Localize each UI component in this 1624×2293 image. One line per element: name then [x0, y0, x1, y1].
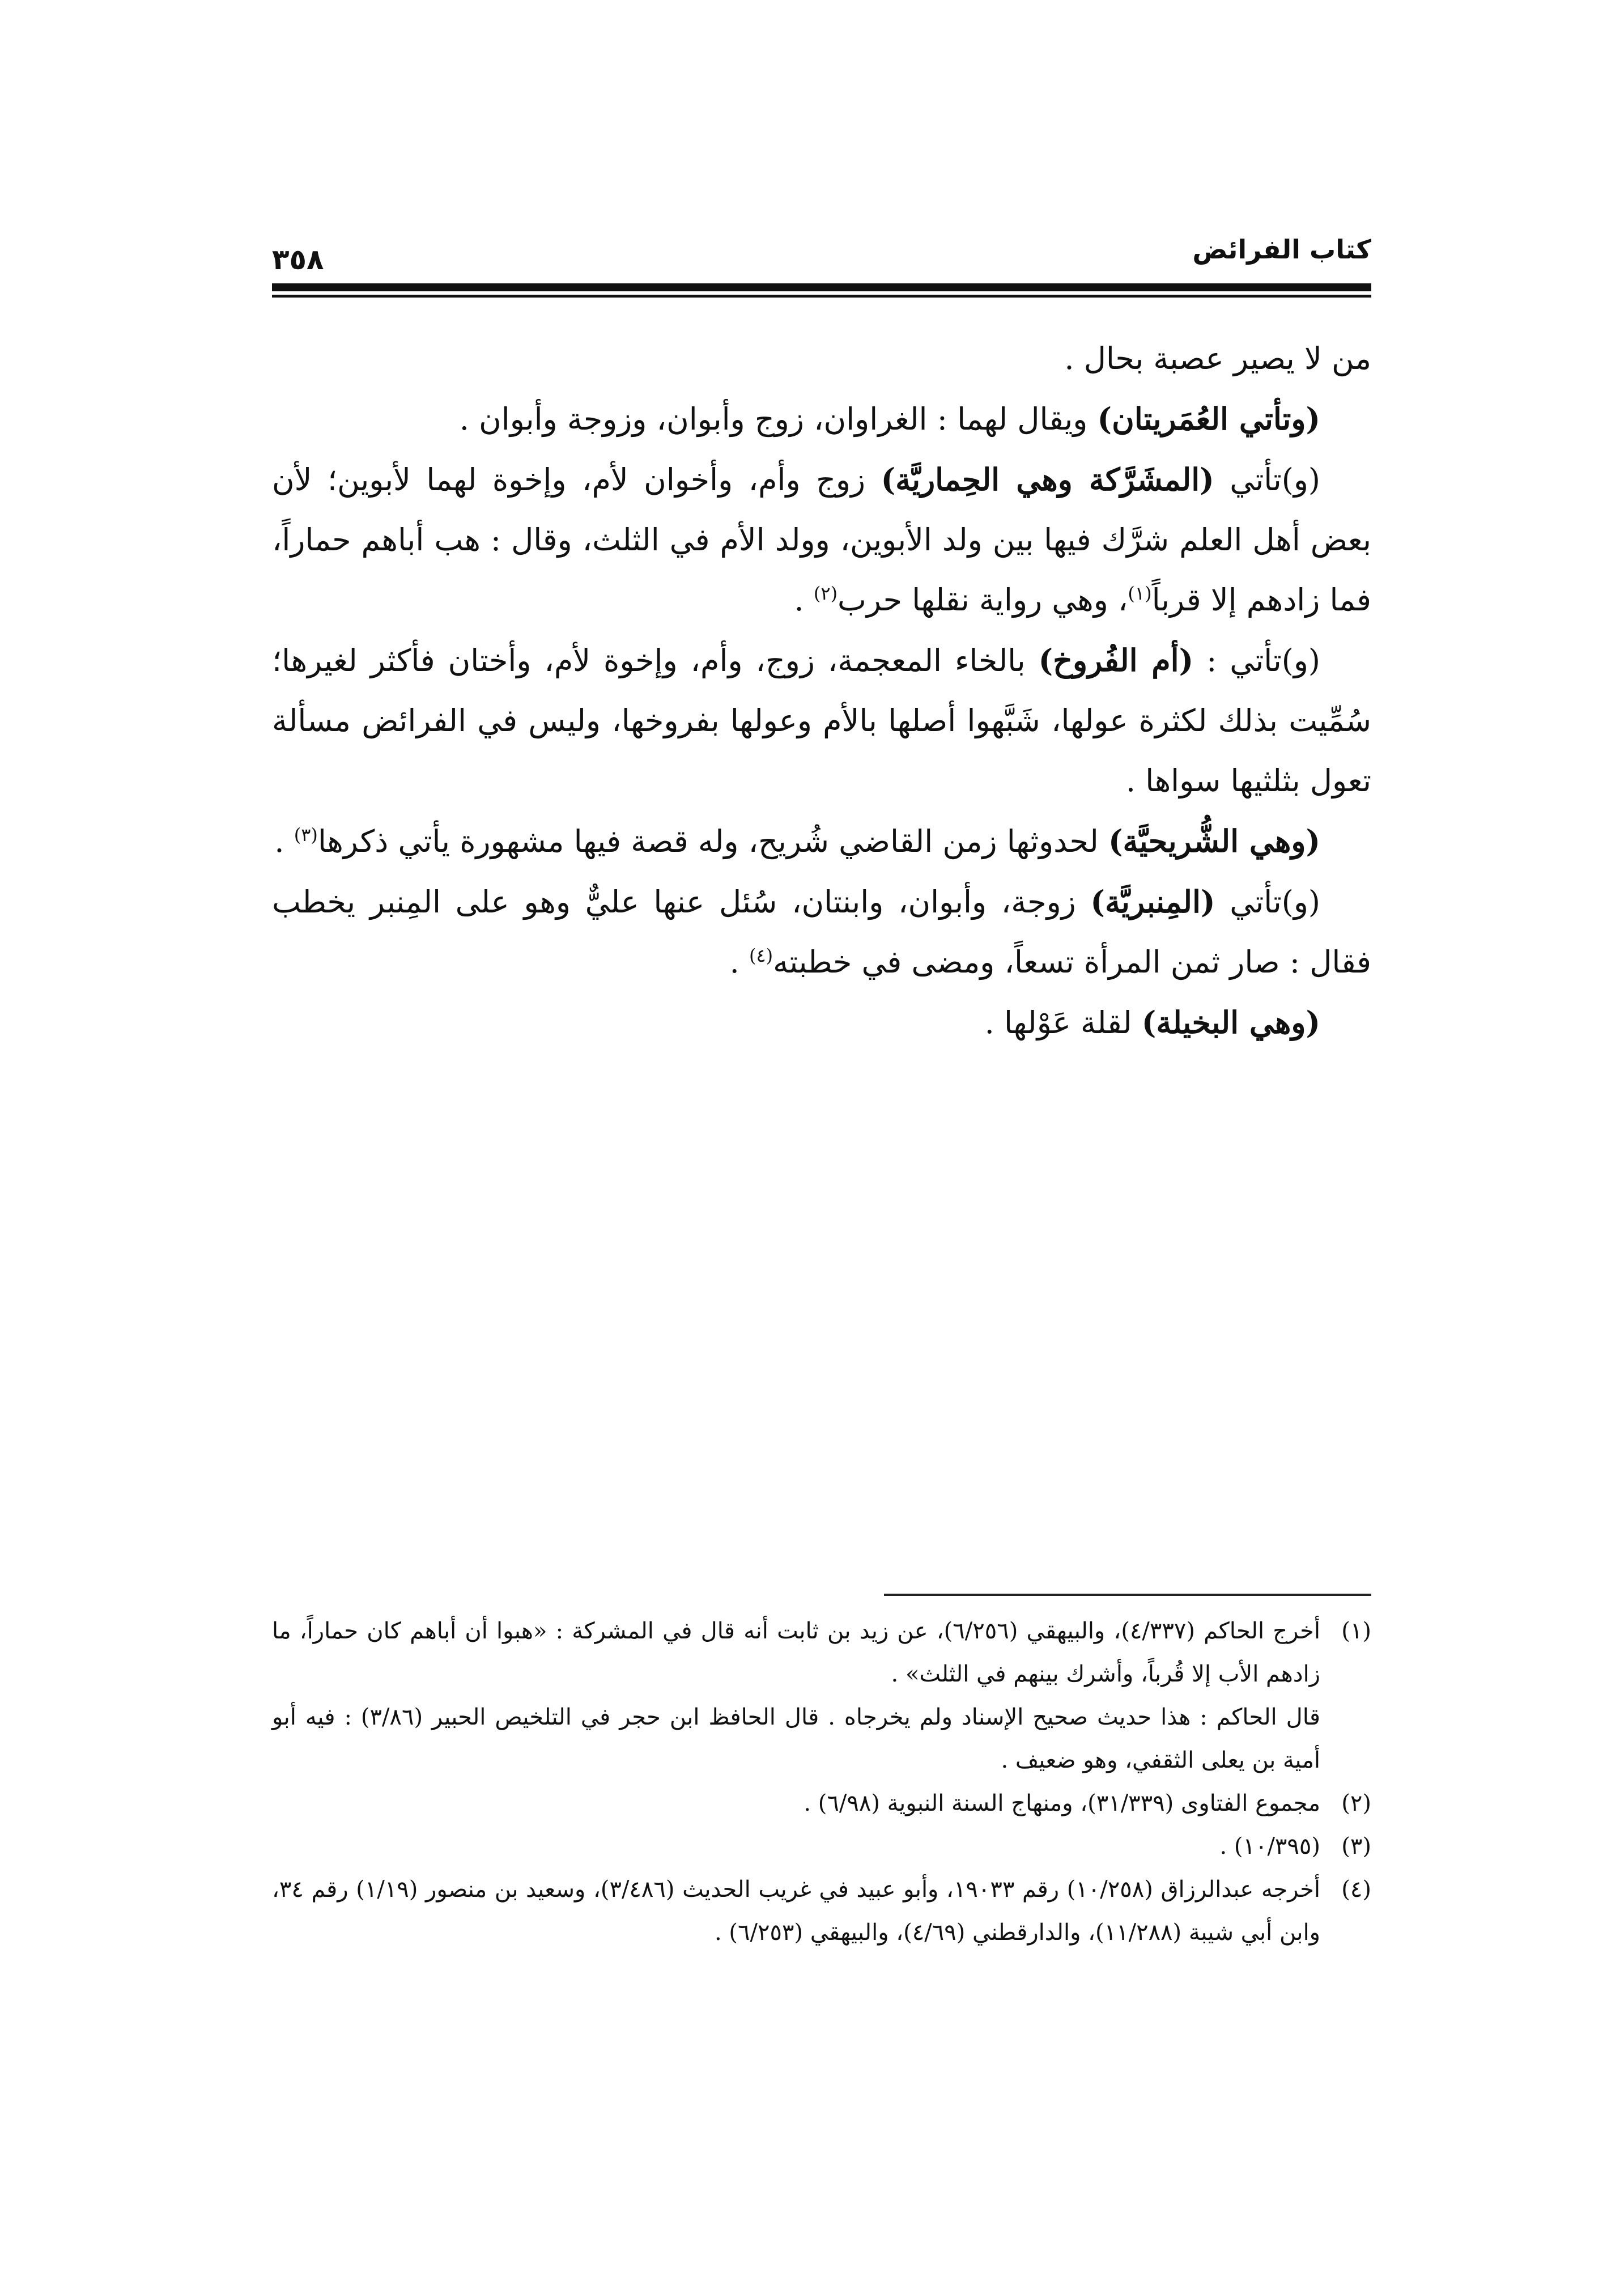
- header-rule-thin: [272, 295, 1371, 298]
- paragraph: [272, 872, 1371, 992]
- footnote: [272, 1782, 1371, 1825]
- footnote: [272, 1868, 1371, 1954]
- page-number: ٣٥٨: [272, 243, 324, 276]
- text-segment: ويقال لهما : الغراوان، زوج وأبوان، وزوجة وأبوان .: [459, 401, 1098, 437]
- text-segment: (و)تأتي: [1214, 462, 1321, 498]
- footnote-separator: [884, 1594, 1371, 1596]
- footnote-text: أخرجه عبدالرزاق (١٠/٢٥٨) رقم ١٩٠٣٣، وأبو عبيد في غريب الحديث (٣/٤٨٦)، وسعيد بن منصور (١/١٩) رقم ٣٤، وابن أبي شيبة (١١/٢٨٨)، والدارقطني (٤/٦٩)، والبيهقي (٦/٢٥٣) .: [272, 1876, 1320, 1946]
- page-header: [272, 227, 1371, 295]
- text-segment: بالخاء المعجمة، زوج، وأم، وإخوة لأم، وأختان فأكثر لغيرها؛ سُمِّيت بذلك لكثرة عولها، شَبَّهوا أصلها بالأم وعولها بفروخها، وليس في الفرائض مسألة تعول بثلثيها سواها .: [272, 643, 1371, 799]
- header-rule-thick: [272, 283, 1371, 291]
- text-segment: لقلة عَوْلها .: [984, 1005, 1142, 1041]
- footnote-reference: (٤): [749, 945, 773, 966]
- text-segment: .: [794, 582, 814, 618]
- book-page: [272, 227, 1371, 2097]
- bold-term: (أم الفُروخ): [1038, 642, 1194, 678]
- footnotes: [272, 1610, 1371, 1954]
- paragraph: [272, 992, 1371, 1053]
- footnote-number: (٢): [1341, 1790, 1371, 1816]
- running-title: كتاب الفرائض: [1192, 234, 1371, 265]
- bold-term: (وهي الشُّريحيَّة): [1108, 823, 1320, 859]
- paragraph: [272, 630, 1371, 811]
- footnote-number: (٣): [1341, 1833, 1371, 1859]
- paragraph: [272, 329, 1371, 389]
- text-segment: لحدوثها زمن القاضي شُريح، وله قصة فيها مشهورة يأتي ذكرها: [317, 823, 1108, 859]
- text-segment: .: [274, 823, 294, 859]
- text-segment: (و)تأتي :: [1193, 643, 1321, 678]
- footnote: [272, 1610, 1371, 1696]
- footnote-number: (١): [1341, 1618, 1371, 1644]
- text-segment: (و)تأتي: [1215, 884, 1320, 920]
- bold-term: (المِنبريَّة): [1090, 884, 1215, 920]
- footnote-text: أخرج الحاكم (٤/٣٣٧)، والبيهقي (٦/٢٥٦)، عن زيد بن ثابت أنه قال في المشركة : «هبوا أن أباهم كان حماراً، ما زادهم الأب إلا قُرباً، وأشرك بينهم في الثلث» .: [272, 1618, 1320, 1687]
- footnote-text: (١٠/٣٩٥) .: [1219, 1833, 1320, 1859]
- footnote-reference: (٣): [294, 824, 318, 846]
- footnote-text: مجموع الفتاوى (٣١/٣٣٩)، ومنهاج السنة النبوية (٦/٩٨) .: [804, 1790, 1320, 1816]
- main-text: [272, 329, 1371, 1053]
- bold-term: (وهي البخيلة): [1141, 1004, 1320, 1041]
- paragraph: [272, 811, 1371, 872]
- footnote: [272, 1825, 1371, 1868]
- text-segment: .: [729, 944, 749, 980]
- footnote-continuation: قال الحاكم : هذا حديث صحيح الإسناد ولم يخرجاه . قال الحافظ ابن حجر في التلخيص الحبير (٣/٨٦) : فيه أبو أمية بن يعلى الثقفي، وهو ضعيف .: [272, 1704, 1321, 1773]
- paragraph: [272, 449, 1371, 630]
- text-segment: ، وهي رواية نقلها حرب: [837, 582, 1128, 618]
- bold-term: (المشَرَّكة وهي الحِماريَّة): [881, 461, 1214, 498]
- text-segment: من لا يصير عصبة بحال .: [1064, 341, 1371, 376]
- footnote-number: (٤): [1341, 1876, 1371, 1903]
- text-segment: زوج وأم، وأخوان لأم، وإخوة لهما لأبوين؛ لأن بعض أهل العلم شرَّك فيها بين ولد الأبوين، وولد الأم في الثلث، وقال : هب أباهم حماراً، فما زادهم إلا قرباً: [272, 462, 1371, 618]
- text-segment: زوجة، وأبوان، وابنتان، سُئل عنها عليٌّ وهو على المِنبر يخطب فقال : صار ثمن المرأة تسعاً، ومضى في خطبته: [272, 884, 1371, 980]
- bold-term: (وتأتي العُمَريتان): [1097, 401, 1320, 437]
- footnote-reference: (١): [1128, 583, 1152, 604]
- footnote-reference: (٢): [813, 583, 838, 604]
- paragraph: [272, 389, 1371, 449]
